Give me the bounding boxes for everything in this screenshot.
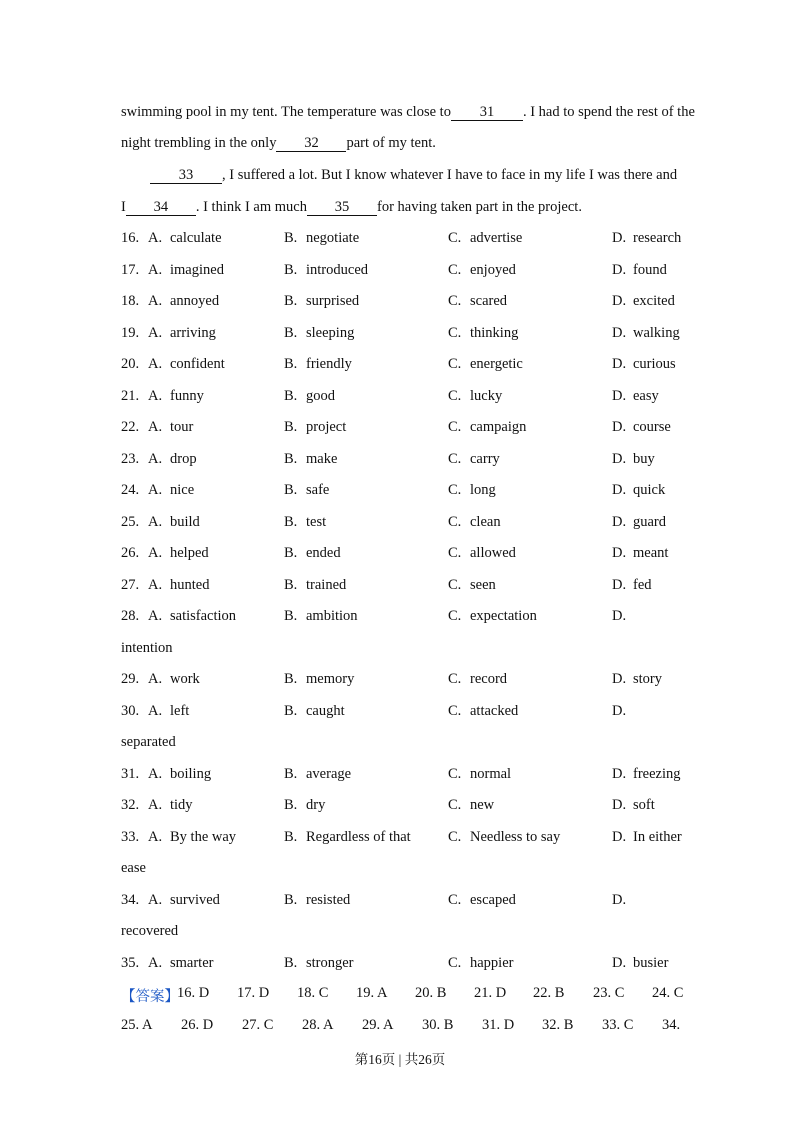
question-row <box>0 325 800 345</box>
option-letter-d: D. <box>612 891 627 908</box>
question-number: 25. <box>121 513 140 530</box>
option-letter-c: C. <box>448 797 462 813</box>
option-b: resisted <box>306 891 351 908</box>
option-c: happier <box>470 954 514 971</box>
option-letter-b: B. <box>284 671 298 687</box>
passage-text: I <box>121 199 126 215</box>
option-d: easy <box>633 387 659 404</box>
option-letter-c: C. <box>448 419 462 435</box>
option-a: left <box>170 702 190 719</box>
option-d: walking <box>633 324 680 341</box>
option-letter-a: A. <box>148 387 163 404</box>
answer-item: 18. C <box>297 985 329 1001</box>
answer-item: 33. C <box>602 1017 634 1033</box>
option-a: survived <box>170 891 220 908</box>
passage-line-1 <box>121 104 695 121</box>
blank-34: 34 <box>126 200 196 216</box>
blank-33: 33 <box>150 168 222 184</box>
option-letter-d: D. <box>612 419 627 435</box>
option-a: calculate <box>170 230 222 246</box>
option-letter-c: C. <box>448 230 462 246</box>
question-row <box>0 577 800 597</box>
question-row <box>0 230 800 250</box>
option-c: long <box>470 482 496 498</box>
option-d: found <box>633 261 667 278</box>
option-letter-b: B. <box>284 545 298 561</box>
question-row <box>0 797 800 817</box>
option-d: story <box>633 671 662 687</box>
option-b: friendly <box>306 356 352 372</box>
passage-text: . I think I am much <box>195 199 307 215</box>
option-letter-d: D. <box>612 230 627 246</box>
option-letter-b: B. <box>284 230 298 246</box>
option-d: quick <box>633 482 666 498</box>
option-b: negotiate <box>306 230 360 246</box>
option-letter-c: C. <box>448 545 462 561</box>
option-a: hunted <box>170 576 210 593</box>
option-a: imagined <box>170 261 224 278</box>
passage-text: , I suffered a lot. But I know whatever I have to face in my life I was there and <box>222 167 678 183</box>
option-c: Needless to say <box>470 828 561 845</box>
option-letter-a: A. <box>148 230 163 246</box>
answer-item: 25. A <box>121 1017 153 1033</box>
option-letter-a: A. <box>148 891 163 908</box>
answer-item: 19. A <box>356 985 388 1001</box>
option-letter-a: A. <box>148 608 163 624</box>
option-c: new <box>470 797 495 813</box>
option-letter-d: D. <box>612 482 627 498</box>
option-c: campaign <box>470 419 527 435</box>
option-c: lucky <box>470 387 503 404</box>
option-b: stronger <box>306 954 354 971</box>
option-letter-c: C. <box>448 482 462 498</box>
question-number: 31. <box>121 765 140 782</box>
question-number: 35. <box>121 954 140 971</box>
question-number: 22. <box>121 419 140 435</box>
question-number: 21. <box>121 387 140 404</box>
option-letter-d: D. <box>612 671 627 687</box>
option-c: carry <box>470 450 500 467</box>
answer-item: 29. A <box>362 1017 394 1033</box>
question-row <box>0 388 800 408</box>
question-number: 18. <box>121 293 140 309</box>
option-c: attacked <box>470 702 519 719</box>
question-row <box>0 482 800 502</box>
option-d: excited <box>633 293 675 309</box>
question-number: 29. <box>121 671 140 687</box>
option-letter-c: C. <box>448 828 462 845</box>
question-number: 32. <box>121 797 140 813</box>
option-letter-a: A. <box>148 450 163 467</box>
option-letter-d: D. <box>612 450 627 467</box>
option-letter-d: D. <box>612 954 627 971</box>
question-row <box>0 262 800 282</box>
option-d-wrapped: ease <box>121 860 146 876</box>
option-d: course <box>633 419 671 435</box>
answer-row-1 <box>121 985 179 1006</box>
question-row <box>0 293 800 313</box>
option-b: average <box>306 765 352 782</box>
option-letter-d: D. <box>612 261 627 278</box>
option-letter-a: A. <box>148 954 163 971</box>
page-footer: 第16页 | 共26页 <box>354 1052 446 1067</box>
option-c: escaped <box>470 891 516 908</box>
option-letter-b: B. <box>284 293 298 309</box>
option-letter-b: B. <box>284 261 298 278</box>
question-number: 23. <box>121 450 140 467</box>
option-letter-c: C. <box>448 356 462 372</box>
option-a: nice <box>170 482 195 498</box>
option-a: By the way <box>170 828 237 845</box>
option-b: good <box>306 387 335 404</box>
option-a: confident <box>170 356 225 372</box>
option-a: smarter <box>170 954 214 971</box>
option-letter-b: B. <box>284 324 298 341</box>
question-number: 16. <box>121 230 140 246</box>
option-d: meant <box>633 545 669 561</box>
option-c: clean <box>470 513 501 530</box>
question-row <box>0 829 800 849</box>
question-number: 27. <box>121 576 140 593</box>
answer-item: 31. D <box>482 1017 515 1033</box>
option-letter-d: D. <box>612 702 627 719</box>
option-letter-b: B. <box>284 356 298 372</box>
option-letter-c: C. <box>448 954 462 971</box>
option-letter-d: D. <box>612 797 627 813</box>
option-letter-b: B. <box>284 482 298 498</box>
option-letter-d: D. <box>612 828 627 845</box>
answer-item: 23. C <box>593 985 625 1001</box>
answer-item: 30. B <box>422 1017 454 1033</box>
option-b: trained <box>306 576 347 593</box>
option-d: soft <box>633 797 655 813</box>
option-b: memory <box>306 671 355 687</box>
option-a: annoyed <box>170 293 220 309</box>
option-d-wrapped: separated <box>121 734 176 750</box>
option-letter-c: C. <box>448 387 462 404</box>
answer-item: 21. D <box>474 985 507 1001</box>
option-c: normal <box>470 765 512 782</box>
option-b: caught <box>306 702 345 719</box>
option-letter-b: B. <box>284 954 298 971</box>
question-row <box>0 419 800 439</box>
question-number: 33. <box>121 828 140 845</box>
option-letter-c: C. <box>448 765 462 782</box>
option-letter-d: D. <box>612 293 627 309</box>
option-letter-b: B. <box>284 513 298 530</box>
option-a: funny <box>170 387 204 404</box>
question-number: 26. <box>121 545 140 561</box>
option-letter-d: D. <box>612 608 627 624</box>
option-letter-a: A. <box>148 513 163 530</box>
passage-text: night trembling in the only <box>121 135 277 151</box>
option-letter-a: A. <box>148 545 163 561</box>
passage-line-4 <box>121 199 582 216</box>
blank-32: 32 <box>276 136 346 152</box>
question-row <box>0 671 800 691</box>
question-row <box>0 545 800 565</box>
option-letter-b: B. <box>284 702 298 719</box>
option-letter-a: A. <box>148 765 163 782</box>
option-letter-a: A. <box>148 261 163 278</box>
option-letter-a: A. <box>148 671 163 687</box>
option-b: sleeping <box>306 324 355 341</box>
option-c: enjoyed <box>470 261 516 278</box>
option-letter-b: B. <box>284 576 298 593</box>
option-c: scared <box>470 293 508 309</box>
passage-text: part of my tent. <box>346 135 436 151</box>
option-letter-d: D. <box>612 387 627 404</box>
option-letter-b: B. <box>284 828 298 845</box>
question-row <box>0 703 800 723</box>
option-letter-c: C. <box>448 450 462 467</box>
option-letter-c: C. <box>448 702 462 719</box>
option-letter-c: C. <box>448 576 462 593</box>
option-letter-b: B. <box>284 608 298 624</box>
option-a: tidy <box>170 797 193 813</box>
option-b: introduced <box>306 261 369 278</box>
blank-35: 35 <box>307 200 377 216</box>
option-letter-a: A. <box>148 828 163 845</box>
option-letter-b: B. <box>284 419 298 435</box>
option-letter-c: C. <box>448 671 462 687</box>
question-row <box>0 766 800 786</box>
question-row <box>0 451 800 471</box>
question-number: 24. <box>121 482 140 498</box>
option-letter-a: A. <box>148 356 163 372</box>
question-row <box>0 514 800 534</box>
option-d: research <box>633 230 682 246</box>
answer-item: 28. A <box>302 1017 334 1033</box>
option-letter-d: D. <box>612 513 627 530</box>
option-c: allowed <box>470 545 516 561</box>
option-d: buy <box>633 450 655 467</box>
option-letter-d: D. <box>612 324 627 341</box>
option-letter-a: A. <box>148 702 163 719</box>
option-letter-a: A. <box>148 797 163 813</box>
option-c: thinking <box>470 324 519 341</box>
option-c: energetic <box>470 356 523 372</box>
option-b: make <box>306 450 338 467</box>
question-row <box>0 356 800 376</box>
blank-31: 31 <box>451 105 523 121</box>
option-a: satisfaction <box>170 608 237 624</box>
option-a: build <box>170 513 200 530</box>
option-b: ended <box>306 545 341 561</box>
option-letter-a: A. <box>148 419 163 435</box>
option-a: tour <box>170 419 194 435</box>
option-d-wrapped: intention <box>121 639 173 656</box>
question-number: 19. <box>121 324 140 341</box>
option-letter-b: B. <box>284 891 298 908</box>
answer-item: 27. C <box>242 1017 274 1033</box>
option-d: fed <box>633 576 652 593</box>
option-d: freezing <box>633 765 681 782</box>
answer-item: 32. B <box>542 1017 574 1033</box>
answer-item: 24. C <box>652 985 684 1001</box>
option-letter-a: A. <box>148 293 163 309</box>
question-row <box>0 608 800 628</box>
question-number: 30. <box>121 702 140 719</box>
option-letter-b: B. <box>284 387 298 404</box>
question-number: 28. <box>121 608 140 624</box>
option-b: Regardless of that <box>306 828 411 845</box>
option-a: helped <box>170 545 209 561</box>
option-b: surprised <box>306 293 360 309</box>
question-number: 34. <box>121 891 140 908</box>
option-a: work <box>170 671 200 687</box>
option-d-wrapped: recovered <box>121 923 179 939</box>
option-a: boiling <box>170 765 212 782</box>
option-b: project <box>306 419 347 435</box>
option-letter-a: A. <box>148 324 163 341</box>
option-c: seen <box>470 576 496 593</box>
option-letter-d: D. <box>612 545 627 561</box>
answer-label: 【答案】 <box>121 989 179 1005</box>
passage-line-3 <box>150 167 677 184</box>
answer-item: 34. <box>662 1017 681 1033</box>
option-letter-b: B. <box>284 797 298 813</box>
option-letter-d: D. <box>612 356 627 372</box>
option-d: In either <box>633 828 682 845</box>
option-a: drop <box>170 450 197 467</box>
passage-text: . I had to spend the rest of the <box>522 104 695 120</box>
option-letter-b: B. <box>284 450 298 467</box>
option-letter-d: D. <box>612 765 627 782</box>
option-b: ambition <box>306 608 358 624</box>
option-a: arriving <box>170 324 216 341</box>
option-d: busier <box>633 954 669 971</box>
question-number: 20. <box>121 356 140 372</box>
option-b: test <box>306 513 327 530</box>
option-letter-c: C. <box>448 608 462 624</box>
option-d: curious <box>633 356 676 372</box>
option-letter-c: C. <box>448 293 462 309</box>
option-b: dry <box>306 797 326 813</box>
option-letter-b: B. <box>284 765 298 782</box>
option-c: record <box>470 671 508 687</box>
option-letter-a: A. <box>148 576 163 593</box>
answer-item: 22. B <box>533 985 565 1001</box>
question-row <box>0 955 800 975</box>
option-letter-c: C. <box>448 261 462 278</box>
answer-item: 26. D <box>181 1017 214 1033</box>
option-c: advertise <box>470 230 523 246</box>
option-letter-d: D. <box>612 576 627 593</box>
passage-text: swimming pool in my tent. The temperature was close to <box>121 104 451 120</box>
passage-line-2 <box>121 135 436 152</box>
option-letter-c: C. <box>448 891 462 908</box>
passage-text: for having taken part in the project. <box>377 199 582 215</box>
option-letter-c: C. <box>448 324 462 341</box>
option-b: safe <box>306 482 330 498</box>
option-d: guard <box>633 513 667 530</box>
option-letter-a: A. <box>148 482 163 498</box>
answer-item: 16. D <box>177 985 210 1001</box>
option-c: expectation <box>470 608 537 624</box>
question-row <box>0 892 800 912</box>
option-letter-c: C. <box>448 513 462 530</box>
question-number: 17. <box>121 261 140 278</box>
answer-item: 20. B <box>415 985 447 1001</box>
answer-item: 17. D <box>237 985 270 1001</box>
